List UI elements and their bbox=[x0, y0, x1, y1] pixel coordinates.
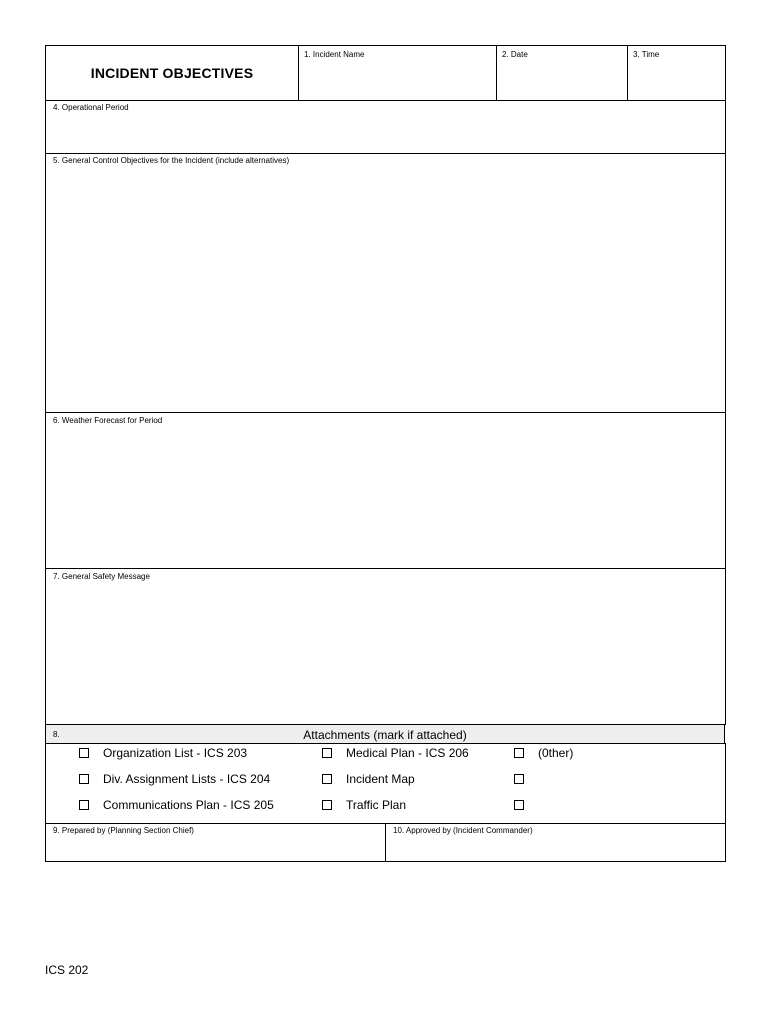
attachment-label: Organization List - ICS 203 bbox=[103, 746, 248, 760]
date-input[interactable] bbox=[502, 66, 622, 94]
attachment-label: (0ther) bbox=[538, 746, 574, 760]
weather-forecast-input[interactable] bbox=[53, 430, 718, 562]
prepared-by-label: 9. Prepared by (Planning Section Chief) bbox=[53, 826, 194, 835]
checkbox[interactable] bbox=[514, 774, 524, 784]
operational-period-input[interactable] bbox=[53, 118, 718, 146]
incident-name-input[interactable] bbox=[304, 66, 490, 94]
checkbox[interactable] bbox=[514, 800, 524, 810]
checkbox[interactable] bbox=[514, 748, 524, 758]
attachment-label: Medical Plan - ICS 206 bbox=[346, 746, 469, 760]
weather-forecast-label: 6. Weather Forecast for Period bbox=[53, 416, 163, 425]
time-label: 3. Time bbox=[633, 50, 660, 59]
approved-by-input[interactable] bbox=[393, 840, 719, 858]
attachment-label: Div. Assignment Lists - ICS 204 bbox=[103, 772, 271, 786]
checkbox[interactable] bbox=[322, 748, 332, 758]
attachment-other[interactable] bbox=[514, 745, 573, 761]
checkbox[interactable] bbox=[79, 800, 89, 810]
date-label: 2. Date bbox=[502, 50, 528, 59]
checkbox[interactable] bbox=[79, 748, 89, 758]
attachments-number: 8. bbox=[53, 730, 60, 739]
general-control-objectives-input[interactable] bbox=[53, 170, 718, 406]
attachments-header bbox=[45, 724, 725, 744]
checkbox[interactable] bbox=[79, 774, 89, 784]
general-safety-message-input[interactable] bbox=[53, 586, 718, 718]
general-safety-message-label: 7. General Safety Message bbox=[53, 572, 150, 581]
time-input[interactable] bbox=[633, 66, 719, 94]
attachment-label: Incident Map bbox=[346, 772, 415, 786]
incident-name-label: 1. Incident Name bbox=[304, 50, 365, 59]
attachments-title: Attachments (mark if attached) bbox=[303, 728, 467, 742]
attachment-blank-2[interactable] bbox=[514, 797, 538, 813]
approved-by-label: 10. Approved by (Incident Commander) bbox=[393, 826, 533, 835]
attachment-medical-plan[interactable] bbox=[322, 745, 469, 761]
attachment-organization-list[interactable] bbox=[79, 745, 247, 761]
attachment-traffic-plan[interactable] bbox=[322, 797, 406, 813]
attachment-incident-map[interactable] bbox=[322, 771, 415, 787]
form-id: ICS 202 bbox=[45, 963, 89, 977]
operational-period-label: 4. Operational Period bbox=[53, 103, 129, 112]
attachment-communications-plan[interactable] bbox=[79, 797, 274, 813]
checkbox[interactable] bbox=[322, 774, 332, 784]
attachment-label: Communications Plan - ICS 205 bbox=[103, 798, 274, 812]
attachment-label: Traffic Plan bbox=[346, 798, 407, 812]
attachment-div-assignment-lists[interactable] bbox=[79, 771, 270, 787]
general-control-objectives-label: 5. General Control Objectives for the Incident (include alternatives) bbox=[53, 156, 290, 165]
attachment-blank-1[interactable] bbox=[514, 771, 538, 787]
form-title: INCIDENT OBJECTIVES bbox=[90, 65, 254, 81]
prepared-by-input[interactable] bbox=[53, 840, 379, 858]
checkbox[interactable] bbox=[322, 800, 332, 810]
